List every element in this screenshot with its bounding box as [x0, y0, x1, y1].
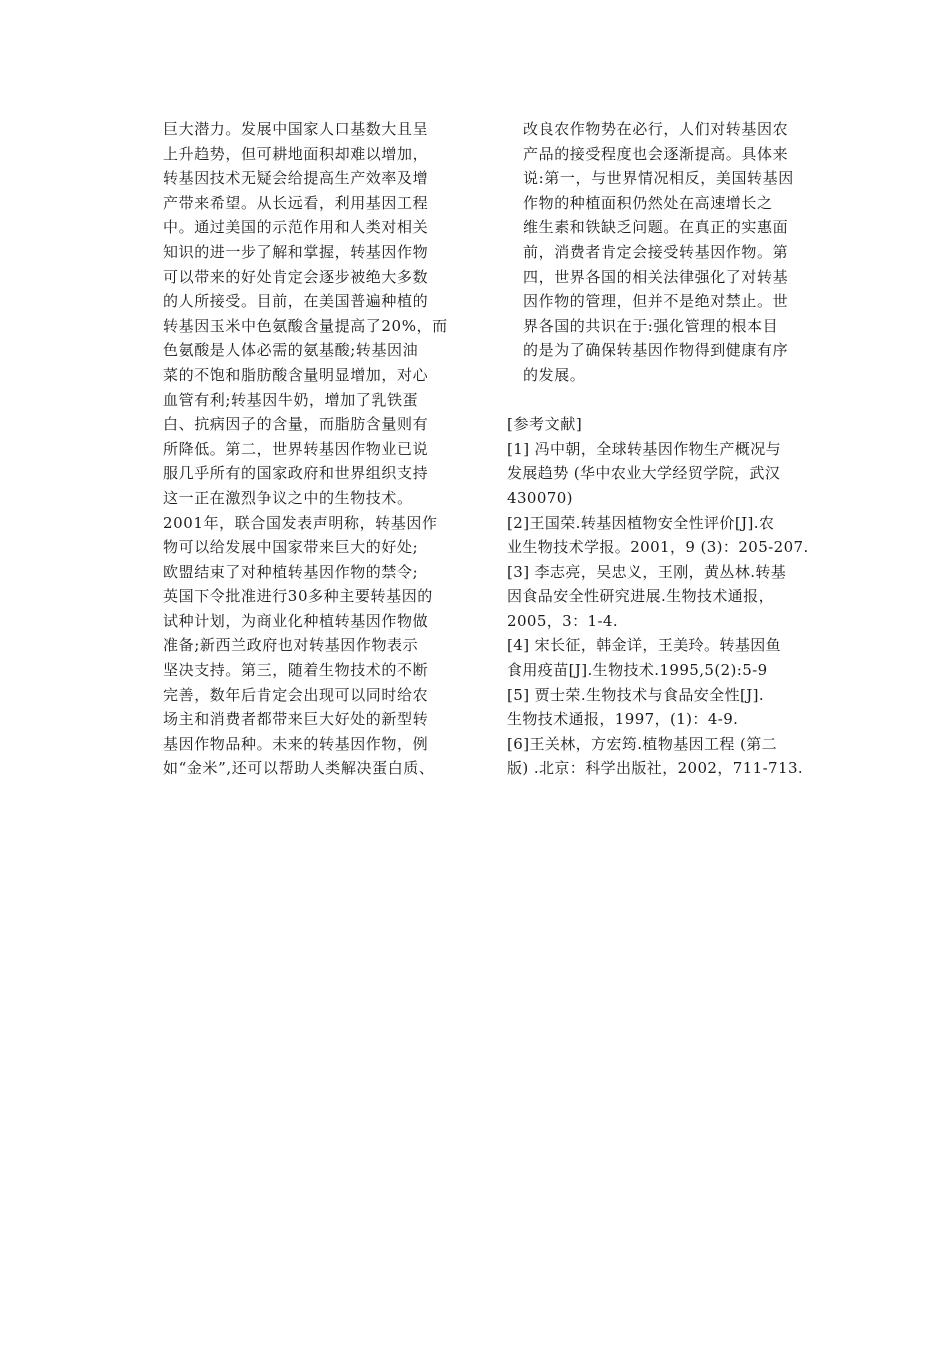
text-line: 的是为了确保转基因作物得到健康有序 — [523, 341, 789, 360]
right-text-column — [507, 117, 813, 781]
reference-line: [3] 李志亮，吴忠义，王刚，黄丛林.转基 — [507, 562, 787, 581]
text-line: 改良农作物势在必行，人们对转基因农 — [523, 120, 789, 138]
text-line: 的人所接受。目前，在美国普遍种植的 — [163, 292, 429, 311]
text-line: 菜的不饱和脂肪酸含量明显增加，对心 — [163, 365, 429, 384]
reference-line: 2005，3：1-4. — [507, 611, 619, 630]
text-line: 前，消费者肯定会接受转基因作物。第 — [523, 242, 789, 261]
reference-line: [6]王关林，方宏筠.植物基因工程 (第二 — [507, 734, 778, 753]
text-line: 这一正在激烈争议之中的生物技术。 — [163, 488, 413, 507]
text-line: 可以带来的好处肯定会逐步被绝大多数 — [163, 267, 429, 286]
reference-line: [1] 冯中朝，全球转基因作物生产概况与 — [507, 439, 782, 458]
text-line: 血管有利;转基因牛奶，增加了乳铁蛋 — [163, 390, 419, 409]
text-line: 服几乎所有的国家政府和世界组织支持 — [163, 464, 429, 483]
text-line: 因作物的管理，但并不是绝对禁止。世 — [523, 292, 789, 311]
text-line: 英国下令批准进行30多种主要转基因的 — [163, 587, 433, 606]
text-line: 准备;新西兰政府也对转基因作物表示 — [163, 636, 419, 655]
reference-list — [507, 437, 813, 781]
text-line: 基因作物品种。未来的转基因作物，例 — [163, 734, 429, 753]
reference-line: 因食品安全性研究进展.生物技术通报， — [507, 587, 774, 606]
reference-line: 业生物技术学报。2001，9 (3)：205-207. — [507, 538, 809, 557]
text-line: 欧盟结束了对种植转基因作物的禁令; — [163, 562, 419, 581]
text-line: 2001年，联合国发表声明称，转基因作 — [163, 513, 438, 532]
reference-line: 版) .北京：科学出版社，2002，711-713. — [507, 759, 804, 778]
text-line: 作物的种植面积仍然处在高速增长之 — [523, 193, 773, 212]
text-line: 说:第一，与世界情况相反，美国转基因 — [523, 169, 794, 188]
text-line: 中。通过美国的示范作用和人类对相关 — [163, 218, 429, 237]
text-line: 如“金米”,还可以帮助人类解决蛋白质、 — [163, 759, 435, 778]
text-line: 产品的接受程度也会逐渐提高。具体来 — [523, 144, 789, 163]
reference-line: 发展趋势 (华中农业大学经贸学院，武汉 — [507, 464, 781, 483]
text-line: 上升趋势，但可耕地面积却难以增加， — [163, 144, 429, 163]
reference-line: 食用疫苗[J].生物技术.1995,5(2):5-9 — [507, 661, 768, 680]
reference-line: [2]王国荣.转基因植物安全性评价[J].农 — [507, 513, 775, 532]
reference-line: [4] 宋长征，韩金详，王美玲。转基因鱼 — [507, 636, 782, 655]
text-line: 巨大潜力。发展中国家人口基数大且呈 — [163, 120, 429, 138]
text-line: 的发展。 — [523, 365, 586, 384]
text-line: 完善，数年后肯定会出现可以同时给农 — [163, 685, 429, 704]
text-line: 白、抗病因子的含量，而脂肪含量则有 — [163, 415, 429, 434]
text-line: 试种计划，为商业化种植转基因作物做 — [163, 611, 429, 630]
body-paragraph — [507, 117, 813, 388]
text-line: 转基因技术无疑会给提高生产效率及增 — [163, 169, 429, 188]
left-text-column — [163, 117, 463, 781]
text-line: 所降低。第二，世界转基因作物业已说 — [163, 439, 429, 458]
reference-line: [5] 贾士荣.生物技术与食品安全性[J]. — [507, 685, 765, 704]
references-heading: [参考文献] — [507, 415, 583, 434]
reference-line: 430070) — [507, 488, 573, 507]
text-line: 四，世界各国的相关法律强化了对转基 — [523, 267, 789, 286]
text-line: 产带来希望。从长远看，利用基因工程 — [163, 193, 429, 212]
text-line: 知识的进一步了解和掌握，转基因作物 — [163, 242, 429, 261]
text-line: 维生素和铁缺乏问题。在真正的实惠面 — [523, 218, 789, 237]
text-line: 色氨酸是人体必需的氨基酸;转基因油 — [163, 341, 419, 360]
text-line: 转基因玉米中色氨酸含量提高了20%，而 — [163, 316, 448, 335]
reference-line: 生物技术通报，1997，(1)：4-9. — [507, 710, 739, 729]
spacer — [507, 388, 813, 413]
text-line: 物可以给发展中国家带来巨大的好处; — [163, 538, 419, 557]
text-line: 界各国的共识在于:强化管理的根本目 — [523, 316, 779, 335]
text-line: 场主和消费者都带来巨大好处的新型转 — [163, 710, 429, 729]
text-line: 坚决支持。第三，随着生物技术的不断 — [163, 661, 429, 680]
